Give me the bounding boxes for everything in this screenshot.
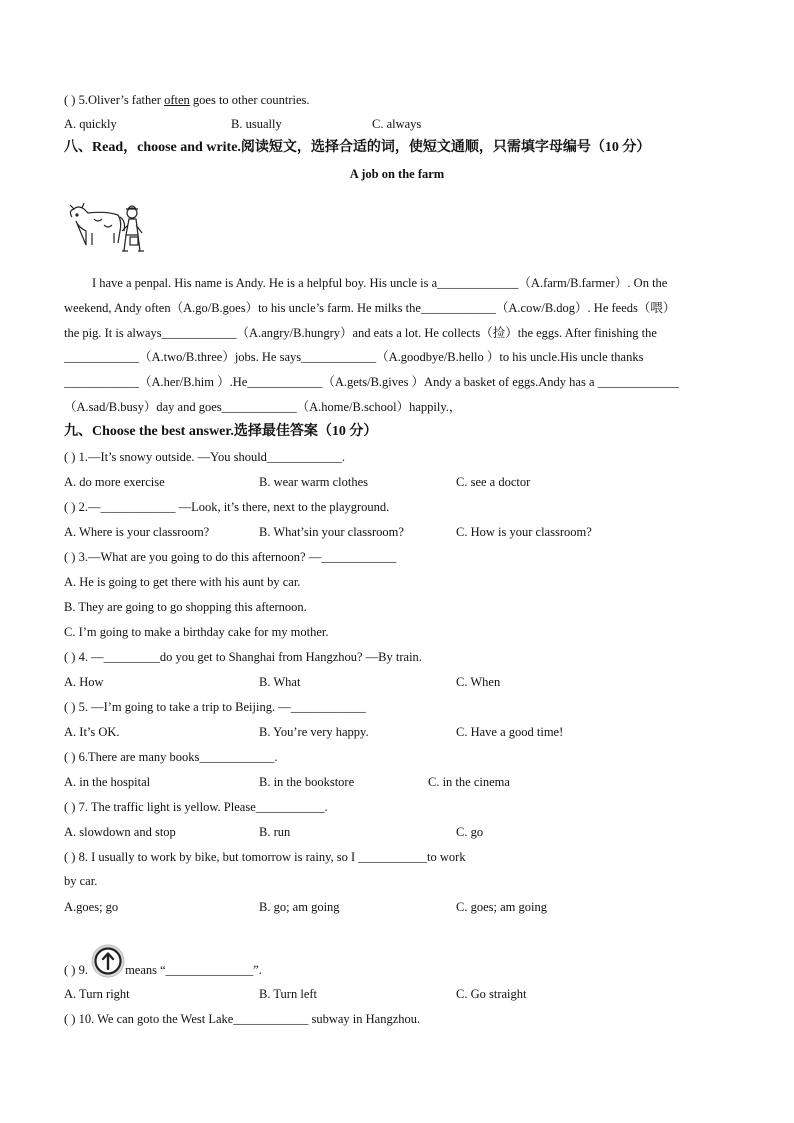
q1-option-a: A. do more exercise	[64, 475, 165, 489]
q-prev5-option-c: C. always	[372, 117, 422, 131]
passage-line-5: ____________（A.her/B.him ）.He____________（A.gets/B.gives ）Andy a basket of eggs.Andy has a _____________	[64, 375, 679, 389]
q4-stem: ( ) 4. —_________do you get to Shanghai from Hangzhou? —By train.	[64, 650, 422, 664]
q6-option-c: C. in the cinema	[428, 775, 510, 789]
q8-stem-line1: ( ) 8. I usually to work by bike, but tomorrow is rainy, so I ___________to work	[64, 850, 466, 864]
passage-line-6: （A.sad/B.busy）day and goes____________（A.home/B.school）happily.，	[64, 400, 462, 414]
q2-option-b: B. What’sin your classroom?	[259, 525, 404, 539]
q8-stem-line2: by car.	[64, 874, 98, 888]
q3-option-c: C. I’m going to make a birthday cake for my mother.	[64, 625, 329, 639]
q5-option-c: C. Have a good time!	[456, 725, 564, 739]
q7-stem: ( ) 7. The traffic light is yellow. Please___________.	[64, 800, 328, 814]
arrow-up-sign-icon	[91, 944, 125, 978]
q8-option-a: A.goes; go	[64, 900, 119, 914]
q4-option-b: B. What	[259, 675, 301, 689]
q-prev5-stem: ( ) 5.Oliver’s father often goes to other countries.	[64, 93, 310, 107]
q6-option-b: B. in the bookstore	[259, 775, 355, 789]
q3-stem: ( ) 3.—What are you going to do this afternoon? —____________	[64, 550, 397, 564]
passage-line-3: the pig. It is always____________（A.angry/B.hungry）and eats a lot. He collects（捡）the eggs. After finishing the	[64, 326, 657, 340]
q4-option-c: C. When	[456, 675, 501, 689]
q-prev5-option-b: B. usually	[231, 117, 282, 131]
q8-option-b: B. go; am going	[259, 900, 340, 914]
q1-option-c: C. see a doctor	[456, 475, 531, 489]
passage-line-1: I have a penpal. His name is Andy. He is a helpful boy. His uncle is a_____________（A.farm/B.farmer）. On the	[92, 276, 668, 290]
q9-option-a: A. Turn right	[64, 987, 130, 1001]
q5-option-b: B. You’re very happy.	[259, 725, 369, 739]
q5-stem: ( ) 5. —I’m going to take a trip to Beijing. —____________	[64, 700, 366, 714]
q10-stem: ( ) 10. We can goto the West Lake____________ subway in Hangzhou.	[64, 1012, 421, 1026]
q-prev5-option-a: A. quickly	[64, 117, 117, 131]
q7-option-c: C. go	[456, 825, 484, 839]
q1-stem: ( ) 1.—It’s snowy outside. —You should____________.	[64, 450, 346, 464]
q5-option-a: A. It’s OK.	[64, 725, 120, 739]
q2-option-a: A. Where is your classroom?	[64, 525, 210, 539]
q6-option-a: A. in the hospital	[64, 775, 151, 789]
q8-option-c: C. goes; am going	[456, 900, 547, 914]
q3-option-b: B. They are going to go shopping this afternoon.	[64, 600, 307, 614]
q6-stem: ( ) 6.There are many books____________.	[64, 750, 278, 764]
q1-option-b: B. wear warm clothes	[259, 475, 368, 489]
q3-option-a: A. He is going to get there with his aunt by car.	[64, 575, 301, 589]
q2-stem: ( ) 2.—____________ —Look, it’s there, next to the playground.	[64, 500, 390, 514]
passage-title: A job on the farm	[349, 167, 445, 181]
section9-heading: 九、Choose the best answer.选择最佳答案（10 分）	[64, 424, 378, 439]
q2-option-c: C. How is your classroom?	[456, 525, 592, 539]
q9-option-c: C. Go straight	[456, 987, 527, 1001]
passage-line-4: ____________（A.two/B.three）jobs. He says____________（A.goodbye/B.hello ）to his uncle.His uncle thanks	[64, 350, 644, 364]
q7-option-b: B. run	[259, 825, 291, 839]
q7-option-a: A. slowdown and stop	[64, 825, 176, 839]
q9-option-b: B. Turn left	[259, 987, 318, 1001]
farm-illustration-icon	[66, 201, 148, 257]
section8-heading: 八、Read，choose and write.阅读短文，选择合适的词，使短文通顺，只需填字母编号（10 分）	[64, 140, 651, 155]
q9-stem: ( ) 9. means “______________”.	[64, 954, 262, 988]
q4-option-a: A. How	[64, 675, 104, 689]
passage-line-2: weekend, Andy often（A.go/B.goes）to his uncle’s farm. He milks the____________（A.cow/B.dog）. He feeds（喂）	[64, 301, 676, 315]
